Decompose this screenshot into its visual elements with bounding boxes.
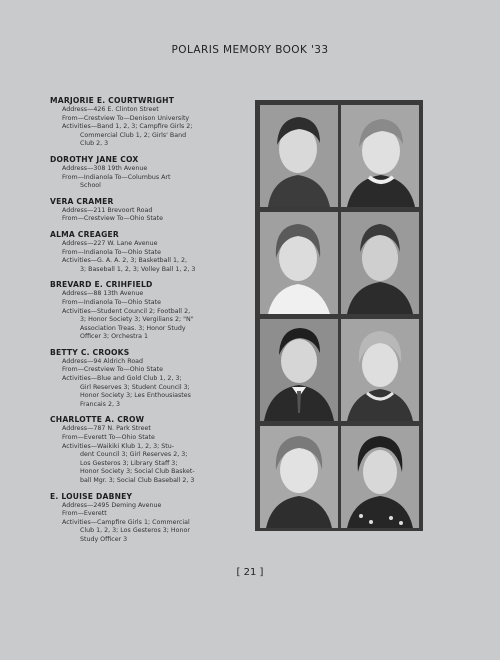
entry-line: 3; Baseball 1, 2, 3; Volley Ball 1, 2, 3 xyxy=(80,265,196,273)
entry-line: Address—211 Brevoort Road xyxy=(62,206,153,214)
entry-line: Commercial Club 1, 2; Girls' Band xyxy=(80,131,187,139)
entry-line: School xyxy=(80,182,101,190)
entry-line: From—Everett xyxy=(62,510,107,518)
entry-line: Club 2, 3 xyxy=(80,140,109,148)
entry-line: Los Gesteros 3; Library Staff 3; xyxy=(80,459,178,467)
student-name: MARJORIE E. COURTWRIGHT xyxy=(50,96,175,105)
student-entries xyxy=(50,96,246,551)
page-header: POLARIS MEMORY BOOK '33 xyxy=(171,44,329,56)
portrait-image xyxy=(341,105,419,207)
student-name: BETTY C. CROOKS xyxy=(50,347,130,357)
portrait-photo xyxy=(341,105,419,207)
portrait-image xyxy=(260,319,338,421)
entry-line: Officer 3; Orchestra 1 xyxy=(80,333,149,341)
entry-line: Activities—Band 1, 2, 3; Campfire Girls 2; xyxy=(62,123,193,131)
portrait-image xyxy=(341,426,419,528)
student-entry xyxy=(50,348,246,410)
portrait-image xyxy=(260,426,338,528)
entry-line: From—Crestview To—Denison University xyxy=(62,114,190,122)
portrait-image xyxy=(260,105,338,207)
entry-line: Address—2495 Deming Avenue xyxy=(62,501,162,509)
student-name: E. LOUISE DABNEY xyxy=(50,491,133,501)
student-entry xyxy=(50,155,246,191)
entry-line: Association Treas. 3; Honor Study xyxy=(80,324,186,332)
student-entry xyxy=(50,415,246,485)
entry-line: Address—308 19th Avenue xyxy=(62,164,148,172)
entry-line: From—Crestview To—Ohio State xyxy=(62,366,164,374)
entry-line: From—Indianola To—Ohio State xyxy=(62,298,161,306)
entry-line: From—Indianola To—Columbus Art xyxy=(62,173,171,181)
student-name: ALMA CREAGER xyxy=(50,229,119,239)
entry-line: Address—426 E. Clinton Street xyxy=(62,106,159,113)
portrait-image xyxy=(341,212,419,314)
entry-line: Activities—G. A. A. 2, 3; Basketball 1, 2, xyxy=(62,257,188,265)
portrait-photo xyxy=(260,319,338,421)
entry-line: Activities—Waikiki Klub 1, 2, 3; Stu- xyxy=(62,442,174,450)
page-number: [ 21 ] xyxy=(236,567,264,578)
student-name: BREVARD E. CRIHFIELD xyxy=(50,280,153,290)
portrait-photo xyxy=(341,426,419,528)
entry-line: Girl Reserves 3; Student Council 3; xyxy=(80,383,190,391)
portrait-image xyxy=(260,212,338,314)
student-entry xyxy=(50,197,246,224)
portrait-panel xyxy=(255,100,423,531)
student-name: VERA CRAMER xyxy=(50,196,114,206)
student-name: DOROTHY JANE COX xyxy=(50,154,139,164)
entry-line: ball Mgr. 3; Social Club Baseball 2, 3 xyxy=(80,477,195,484)
student-entry xyxy=(50,96,246,149)
entry-line: From—Crestview To—Ohio State xyxy=(62,215,164,223)
entry-line: Study Officer 3 xyxy=(80,535,128,543)
portrait-photo xyxy=(341,319,419,421)
portrait-photo xyxy=(260,426,338,528)
entry-line: Address—787 N. Park Street xyxy=(62,425,151,433)
entry-line: From—Everett To—Ohio State xyxy=(62,434,155,442)
portrait-photo xyxy=(341,212,419,314)
entry-line: Club 1, 2, 3; Los Gesteros 3; Honor xyxy=(80,527,190,535)
entry-line: From—Indianola To—Ohio State xyxy=(62,248,161,256)
student-entry xyxy=(50,280,246,342)
entry-line: Address—227 W. Lane Avenue xyxy=(62,239,158,247)
entry-line: 3; Honor Society 3; Vergilians 2; "N" xyxy=(80,316,194,324)
portrait-image xyxy=(341,319,419,421)
entry-line: Address—94 Aldrich Road xyxy=(62,357,144,365)
entry-line: Francais 2, 3 xyxy=(80,400,120,408)
portrait-photo xyxy=(260,212,338,314)
entry-line: Activities—Student Council 2; Football 2, xyxy=(62,307,191,315)
entry-line: Activities—Blue and Gold Club 1, 2, 3; xyxy=(62,375,182,383)
entry-line: Honor Society 3; Les Enthousiastes xyxy=(80,392,191,400)
student-entry xyxy=(50,230,246,274)
student-name: CHARLOTTE A. CROW xyxy=(50,415,145,425)
entry-line: Activities—Campfire Girls 1; Commercial xyxy=(62,518,190,526)
portrait-photo xyxy=(260,105,338,207)
student-entry xyxy=(50,492,246,545)
entry-line: dent Council 3; Girl Reserves 2, 3; xyxy=(80,451,188,459)
entry-line: Address—88 13th Avenue xyxy=(62,290,144,298)
entry-line: Honor Society 3; Social Club Basket- xyxy=(80,468,195,476)
